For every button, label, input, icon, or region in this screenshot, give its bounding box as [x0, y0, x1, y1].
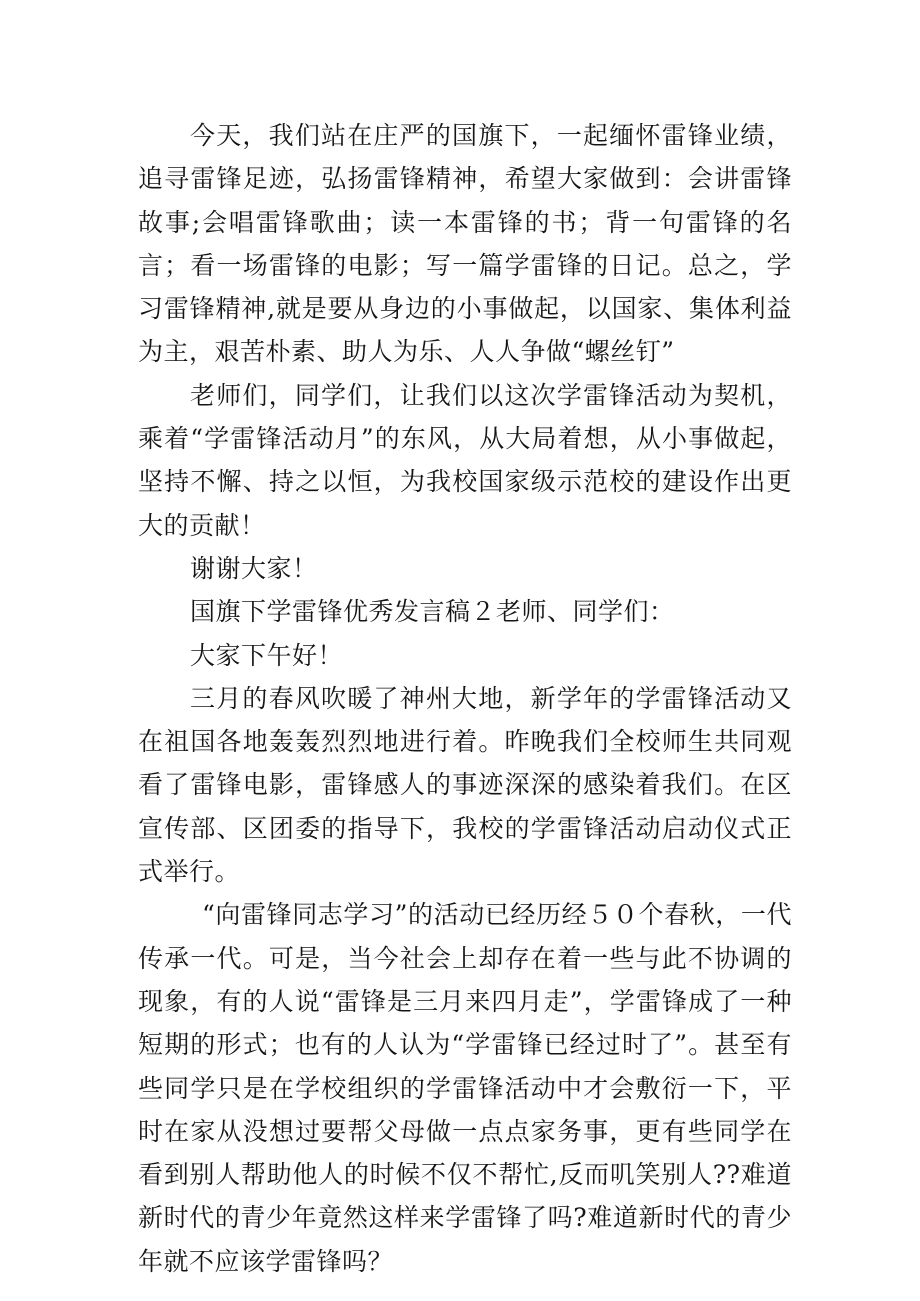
paragraph-closing-appeal: 今天，我们站在庄严的国旗下，一起缅怀雷锋业绩，追寻雷锋足迹，弘扬雷锋精神，希望大家做到：会讲雷锋故事;会唱雷锋歌曲；读一本雷锋的书；背一句雷锋的名言；看一场雷锋的电影；写一篇学雷锋的日记。总之，学习雷锋精神,就是要从身边的小事做起，以国家、集体利益为主，艰苦朴素、助人为乐、人人争做“螺丝钉”: [138, 121, 792, 367]
paragraph-call-to-action: 老师们，同学们，让我们以这次学雷锋活动为契机，乘着“学雷锋活动月”的东风，从大局着想，从小事做起，坚持不懈、持之以恒，为我校国家级示范校的建设作出更大的贡献！: [138, 380, 792, 540]
paragraph-thanks: 谢谢大家！: [190, 553, 318, 583]
paragraph-spring-activity: 三月的春风吹暖了神州大地，新学年的学雷锋活动又在祖国各地轰轰烈烈地进行着。昨晚我们全校师生共同观看了雷锋电影，雷锋感人的事迹深深的感染着我们。在区宣传部、区团委的指导下，我校的学雷锋活动启动仪式正式举行。: [138, 683, 792, 887]
document-body: [138, 114, 792, 1283]
paragraph-speech-title: 国旗下学雷锋优秀发言稿２老师、同学们：: [190, 597, 675, 627]
paragraph-greeting: 大家下午好！: [190, 640, 344, 670]
paragraph-learn-from-leifeng: “向雷锋同志学习”的活动已经历经５０个春秋，一代传承一代。可是，当今社会上却存在着一些与此不协调的现象，有的人说“雷锋是三月来四月走”，学雷锋成了一种短期的形式；也有的人认为“学雷锋已经过时了”。甚至有些同学只是在学校组织的学雷锋活动中才会敷衍一下，平时在家从没想过要帮父母做一点点家务事，更有些同学在看到别人帮助他人的时候不仅不帮忙,反而叽笑别人??难道新时代的青少年竟然这样来学雷锋了吗?难道新时代的青少年就不应该学雷锋吗？: [138, 900, 792, 1276]
